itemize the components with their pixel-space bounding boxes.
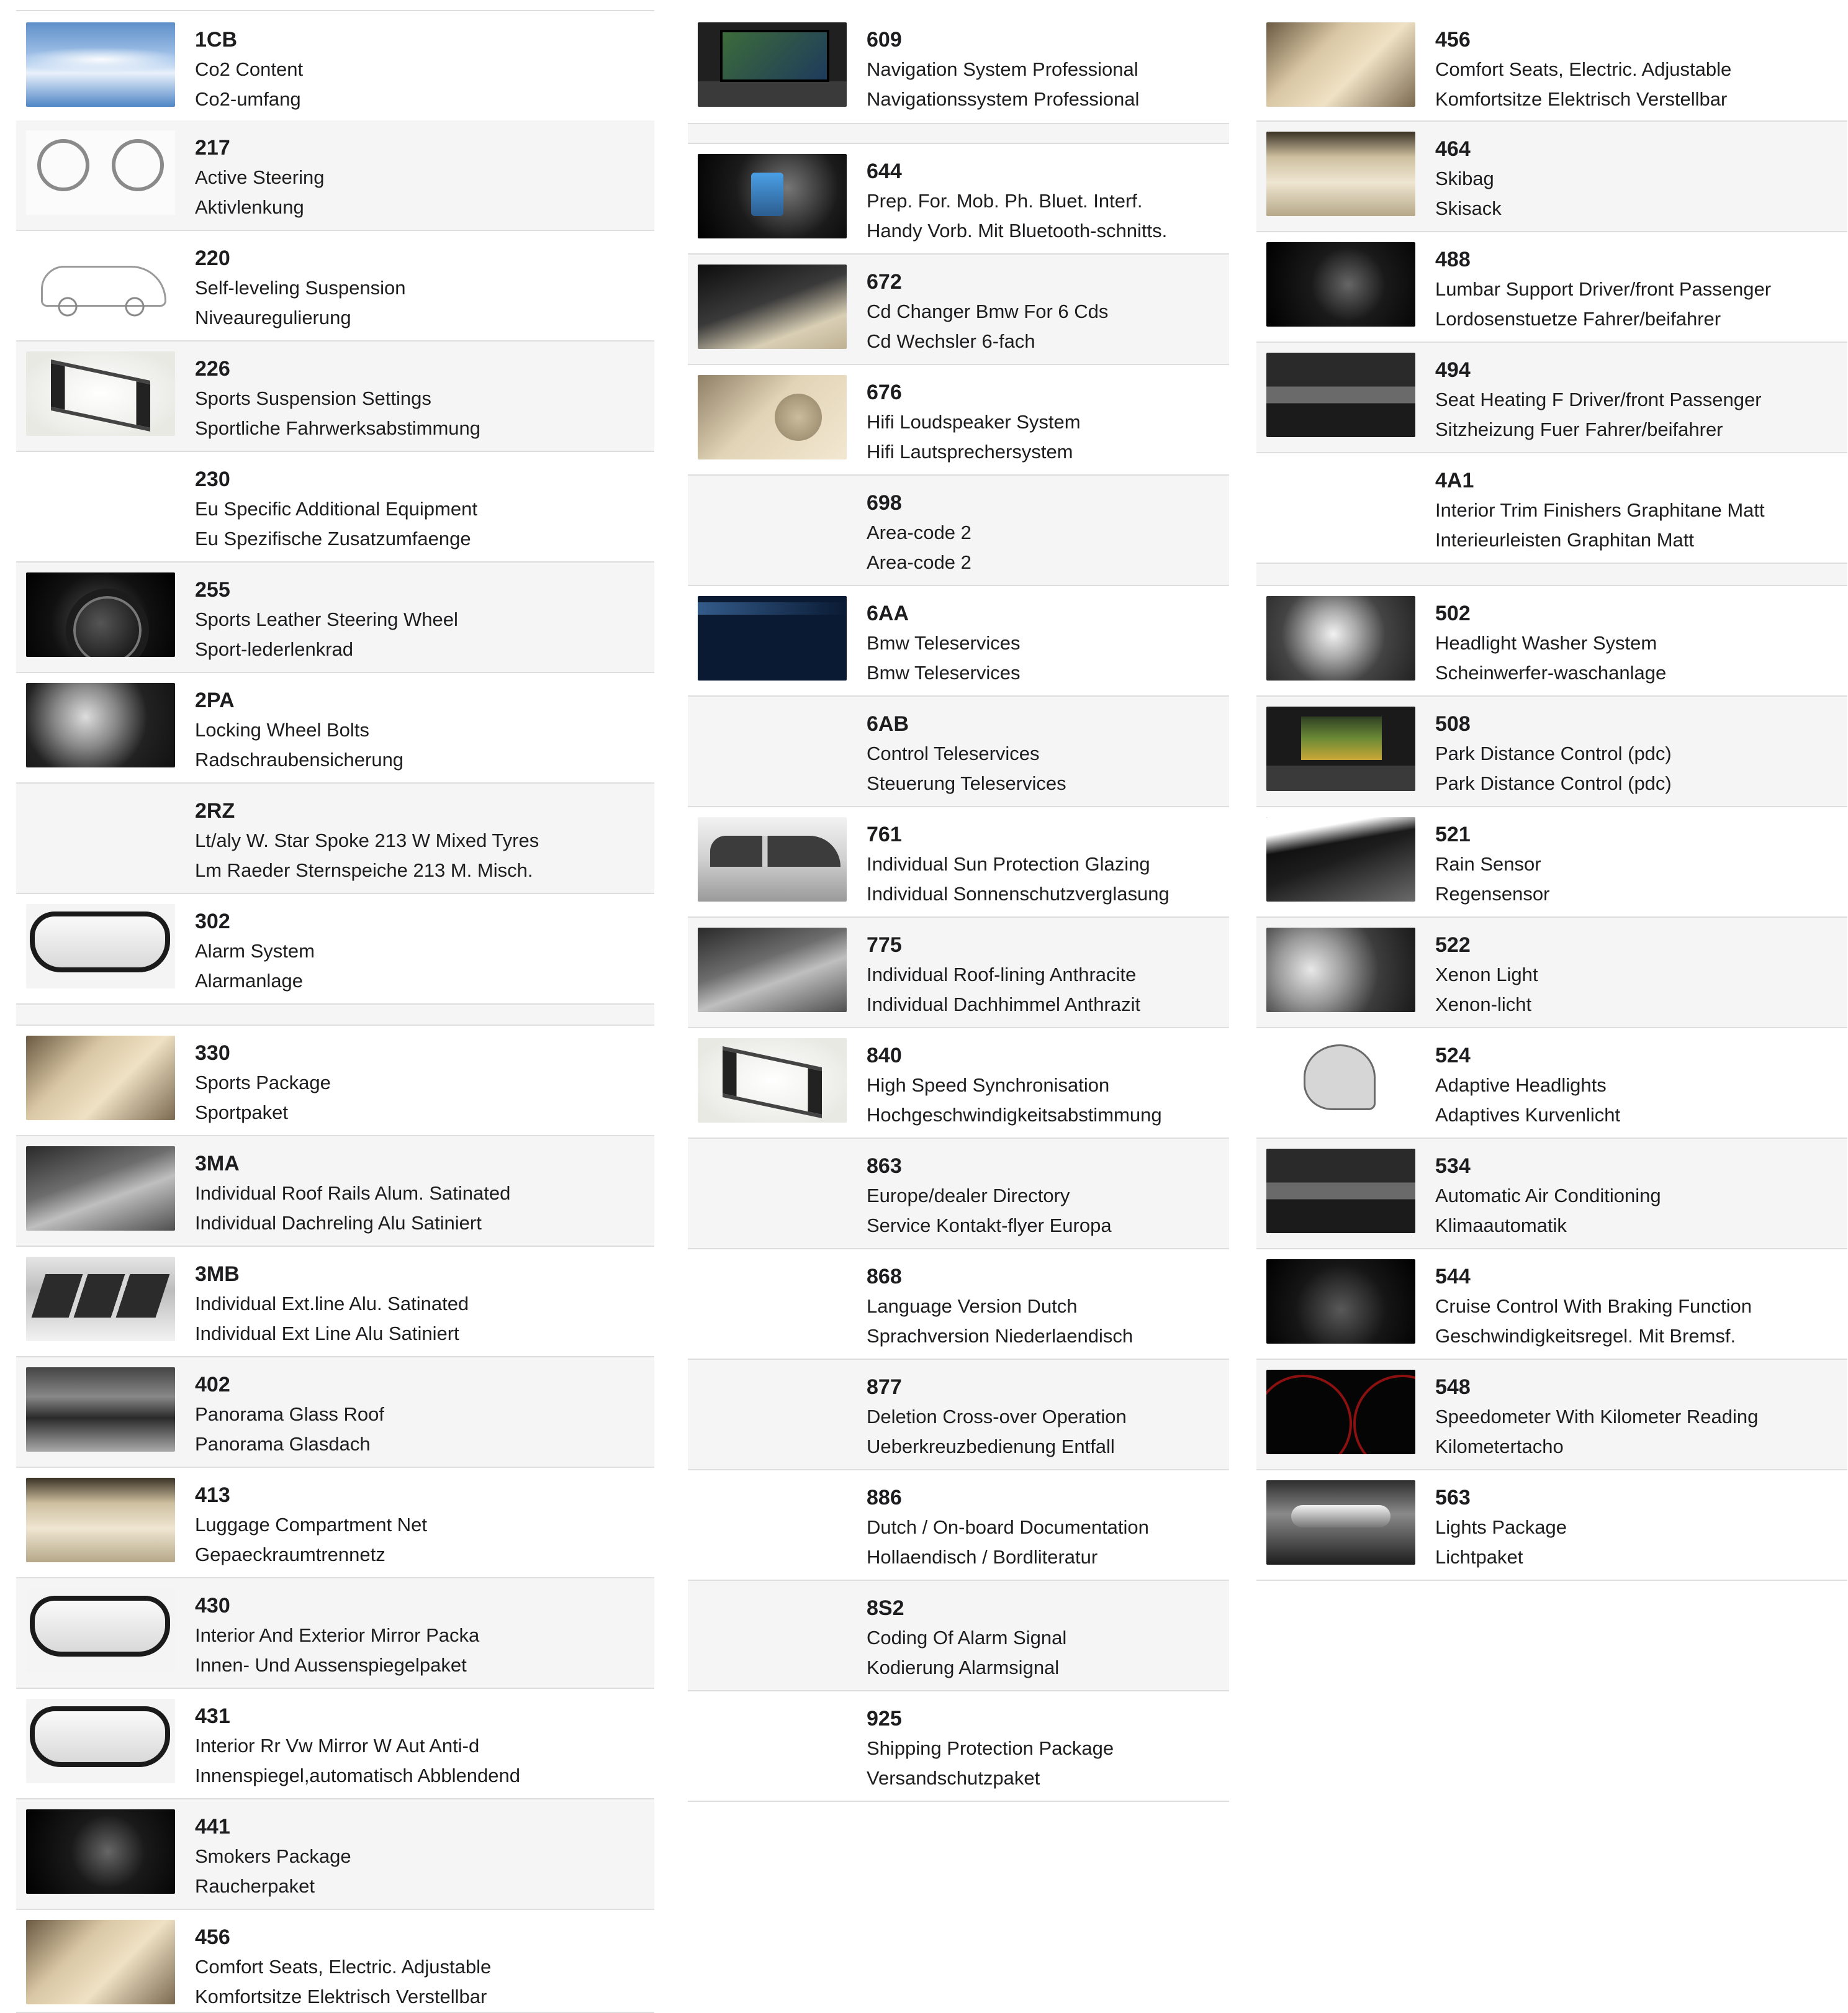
option-text [867,156,1167,246]
option-name-de: Sitzheizung Fuer Fahrer/beifahrer [1435,418,1723,440]
option-text [867,1151,1112,1241]
option-name-de: Sportpaket [195,1101,288,1123]
option-name-de: Hifi Lautsprechersystem [867,441,1073,463]
option-text [195,133,325,222]
option-name-en: Sports Leather Steering Wheel [195,608,458,630]
option-name-de: Hochgeschwindigkeitsabstimmung [867,1104,1162,1126]
option-row [16,673,654,784]
option-row [16,1799,654,1910]
option-row [16,1689,654,1799]
option-code: 226 [195,357,230,381]
option-name-en: Interior Rr Vw Mirror W Aut Anti-d [195,1735,480,1757]
option-text [195,1701,520,1791]
option-code: 548 [1435,1375,1471,1399]
option-name-en: Dutch / On-board Documentation [867,1516,1149,1538]
group-separator [688,123,1229,144]
option-row [16,452,654,563]
option-row [688,12,1229,124]
option-row [16,1357,654,1468]
option-thumbnail [1266,1149,1415,1233]
group-separator [16,1005,654,1026]
option-name-en: Co2 Content [195,58,304,80]
option-name-en: Eu Specific Additional Equipment [195,498,477,520]
option-code: 886 [867,1486,902,1509]
option-name-en: Smokers Package [195,1845,351,1867]
option-name-de: Individual Dachhimmel Anthrazit [867,993,1141,1015]
option-name-en: Deletion Cross-over Operation [867,1406,1127,1427]
option-row [688,1470,1229,1581]
option-code: 456 [1435,28,1471,52]
option-thumbnail [26,130,175,215]
option-thumbnail [698,375,847,459]
option-name-de: Lm Raeder Sternspeiche 213 M. Misch. [195,859,533,881]
options-column-2 [688,0,1229,2013]
option-code: 676 [867,381,902,404]
option-row [1256,1470,1847,1581]
option-name-de: Scheinwerfer-waschanlage [1435,662,1667,684]
option-row [16,342,654,452]
option-name-en: Bmw Teleservices [867,632,1021,654]
option-name-en: Sports Suspension Settings [195,387,431,409]
option-text [195,243,406,333]
option-text [1435,355,1762,445]
option-text [195,907,315,996]
option-row [688,918,1229,1028]
option-name-en: Skibag [1435,168,1494,189]
option-name-de: Park Distance Control (pdc) [1435,772,1672,794]
option-code: 217 [195,136,230,160]
option-thumbnail [26,1367,175,1452]
option-thumbnail [26,904,175,988]
option-code: 2PA [195,689,235,712]
option-row [688,1581,1229,1691]
option-code: 524 [1435,1044,1471,1067]
option-name-en: Speedometer With Kilometer Reading [1435,1406,1759,1427]
option-code: 544 [1435,1265,1471,1288]
option-name-de: Steuerung Teleservices [867,772,1066,794]
option-code: 488 [1435,248,1471,271]
option-name-de: Handy Vorb. Mit Bluetooth-schnitts. [867,220,1168,242]
option-name-en: Prep. For. Mob. Ph. Bluet. Interf. [867,190,1143,212]
option-name-en: Coding Of Alarm Signal [867,1627,1067,1649]
option-row [688,1139,1229,1249]
option-row [16,784,654,894]
option-name-de: Kodierung Alarmsignal [867,1657,1060,1678]
option-name-en: Lights Package [1435,1516,1567,1538]
option-text [867,378,1081,467]
option-text [195,796,539,885]
option-text [867,267,1108,356]
option-name-en: Xenon Light [1435,964,1538,985]
option-row [1256,1249,1847,1360]
option-code: 502 [1435,602,1471,625]
option-text [195,1812,351,1901]
option-text [195,1149,510,1238]
option-row [1256,453,1847,564]
option-row [16,231,654,342]
option-thumbnail [1266,596,1415,681]
option-thumbnail [1266,22,1415,107]
option-text [1435,466,1765,555]
option-name-en: Individual Ext.line Alu. Satinated [195,1293,469,1314]
option-name-de: Innenspiegel,automatisch Abblendend [195,1765,520,1786]
option-name-en: Lumbar Support Driver/front Passenger [1435,278,1772,300]
option-thumbnail [26,1920,175,2004]
option-thumbnail [698,22,847,107]
option-code: 2RZ [195,799,235,823]
option-code: 868 [867,1265,902,1288]
option-text [867,599,1021,688]
option-code: 3MB [195,1262,240,1286]
option-name-de: Aktivlenkung [195,196,304,218]
option-thumbnail [26,1588,175,1673]
option-code: 402 [195,1373,230,1396]
option-name-de: Geschwindigkeitsregel. Mit Bremsf. [1435,1325,1736,1347]
option-name-en: Language Version Dutch [867,1295,1078,1317]
option-name-de: Individual Ext Line Alu Satiniert [195,1323,459,1344]
option-name-de: Bmw Teleservices [867,662,1021,684]
option-code: 8S2 [867,1596,904,1620]
option-name-de: Co2-umfang [195,88,301,110]
option-row [16,563,654,673]
option-name-en: Shipping Protection Package [867,1737,1114,1759]
option-name-en: Headlight Washer System [1435,632,1657,654]
option-row [688,1249,1229,1360]
option-code: 6AB [867,712,909,736]
option-name-de: Alarmanlage [195,970,304,992]
option-thumbnail [26,1146,175,1231]
option-code: 330 [195,1041,230,1065]
option-name-de: Komfortsitze Elektrisch Verstellbar [1435,88,1728,110]
option-code: 441 [195,1815,230,1839]
option-thumbnail [698,265,847,349]
option-code: 302 [195,910,230,933]
option-text [1435,599,1666,688]
option-thumbnail [26,22,175,107]
option-code: 255 [195,578,230,602]
option-text [195,1922,491,2012]
option-name-de: Klimaautomatik [1435,1215,1567,1236]
option-name-en: Area-code 2 [867,522,971,543]
option-row [688,476,1229,586]
option-name-de: Individual Sonnenschutzverglasung [867,883,1170,905]
option-code: 413 [195,1483,230,1507]
option-thumbnail [1266,242,1415,327]
option-row [688,144,1229,255]
option-text [195,1038,331,1128]
option-thumbnail [698,154,847,238]
option-name-en: Automatic Air Conditioning [1435,1185,1661,1206]
option-text [1435,1372,1758,1462]
option-name-de: Sportliche Fahrwerksabstimmung [195,417,481,439]
option-text [867,1483,1149,1572]
option-name-en: Active Steering [195,166,325,188]
option-code: 877 [867,1375,902,1399]
option-thumbnail [1266,928,1415,1012]
option-name-de: Eu Spezifische Zusatzumfaenge [195,528,471,550]
option-name-en: Navigation System Professional [867,58,1138,80]
option-name-en: Locking Wheel Bolts [195,719,369,741]
option-name-de: Sprachversion Niederlaendisch [867,1325,1134,1347]
option-code: 863 [867,1154,902,1178]
option-thumbnail [26,1036,175,1120]
option-text [195,1591,479,1680]
option-name-en: Individual Sun Protection Glazing [867,853,1150,875]
option-text [867,709,1066,798]
option-name-de: Interieurleisten Graphitan Matt [1435,529,1694,551]
option-name-de: Regensensor [1435,883,1550,905]
option-row [1256,918,1847,1028]
option-name-de: Versandschutzpaket [867,1767,1040,1789]
option-code: 456 [195,1925,230,1949]
option-thumbnail [1266,1370,1415,1454]
option-row [688,1028,1229,1139]
option-name-de: Ueberkreuzbedienung Entfall [867,1436,1115,1457]
option-row [688,1360,1229,1470]
option-row [1256,1139,1847,1249]
option-name-de: Service Kontakt-flyer Europa [867,1215,1112,1236]
option-name-de: Hollaendisch / Bordliteratur [867,1546,1098,1568]
option-code: 464 [1435,137,1471,161]
option-row [1256,343,1847,453]
option-name-de: Sport-lederlenkrad [195,638,354,660]
option-row [16,1026,654,1136]
option-code: 508 [1435,712,1471,736]
option-text [195,1480,427,1570]
option-row [16,894,654,1005]
option-name-en: Comfort Seats, Electric. Adjustable [195,1956,492,1978]
option-text [867,820,1170,909]
option-name-de: Lordosenstuetze Fahrer/beifahrer [1435,308,1721,330]
option-text [1435,820,1549,909]
option-name-en: Control Teleservices [867,743,1040,764]
group-separator [1256,563,1847,586]
option-name-de: Skisack [1435,197,1502,219]
option-name-en: Park Distance Control (pdc) [1435,743,1672,764]
option-text [867,1704,1114,1793]
option-name-de: Area-code 2 [867,551,971,573]
option-text [1435,1151,1661,1241]
option-name-de: Gepaeckraumtrennetz [195,1544,385,1565]
option-text [195,1259,469,1349]
option-code: 775 [867,933,902,957]
option-name-en: Self-leveling Suspension [195,277,406,299]
option-thumbnail [26,1809,175,1894]
options-column-1 [16,0,654,2013]
option-text [867,25,1139,114]
option-thumbnail [698,817,847,902]
option-thumbnail [26,683,175,767]
option-thumbnail [698,596,847,681]
option-row [16,12,654,123]
option-code: 6AA [867,602,909,625]
option-name-en: Individual Roof Rails Alum. Satinated [195,1182,511,1204]
option-row [1256,697,1847,807]
option-name-en: Europe/dealer Directory [867,1185,1070,1206]
option-code: 430 [195,1594,230,1617]
option-name-de: Individual Dachreling Alu Satiniert [195,1212,482,1234]
option-code: 522 [1435,933,1471,957]
option-name-en: Cruise Control With Braking Function [1435,1295,1752,1317]
option-name-de: Niveauregulierung [195,307,351,328]
option-name-en: Adaptive Headlights [1435,1074,1607,1096]
option-text [867,1372,1127,1462]
option-text [1435,245,1771,334]
option-row [1256,807,1847,918]
option-row [688,255,1229,365]
option-code: 230 [195,468,230,491]
option-name-en: Interior And Exterior Mirror Packa [195,1624,480,1646]
option-name-en: Hifi Loudspeaker System [867,411,1081,433]
option-name-de: Innen- Und Aussenspiegelpaket [195,1654,467,1676]
option-row [1256,232,1847,343]
option-code: 220 [195,247,230,270]
option-text [867,1041,1162,1130]
option-thumbnail [1266,1480,1415,1565]
option-thumbnail [26,241,175,325]
option-text [867,930,1140,1020]
option-row [1256,12,1847,122]
option-text [1435,25,1731,114]
option-row [1256,586,1847,697]
option-text [195,685,403,775]
option-code: 644 [867,160,902,183]
option-name-de: Kilometertacho [1435,1436,1564,1457]
option-name-de: Cd Wechsler 6-fach [867,330,1035,352]
option-code: 534 [1435,1154,1471,1178]
option-row [16,1136,654,1247]
option-row [688,586,1229,697]
option-code: 761 [867,823,902,846]
option-thumbnail [698,928,847,1012]
option-name-de: Komfortsitze Elektrisch Verstellbar [195,1986,487,2007]
option-name-en: Panorama Glass Roof [195,1403,384,1425]
option-row [1256,122,1847,232]
option-row [688,697,1229,807]
option-code: 563 [1435,1486,1471,1509]
option-name-de: Xenon-licht [1435,993,1532,1015]
option-name-en: Comfort Seats, Electric. Adjustable [1435,58,1732,80]
divider [16,10,654,11]
option-text [195,354,480,443]
option-row [16,1578,654,1689]
option-name-en: Luggage Compartment Net [195,1514,427,1536]
option-text [867,488,971,577]
option-code: 4A1 [1435,469,1474,492]
option-name-de: Raucherpaket [195,1875,315,1897]
option-text [1435,1041,1620,1130]
option-name-de: Lichtpaket [1435,1546,1523,1568]
option-row [1256,1360,1847,1470]
option-code: 925 [867,1707,902,1730]
option-name-en: High Speed Synchronisation [867,1074,1110,1096]
option-code: 3MA [195,1152,240,1175]
option-name-de: Panorama Glasdach [195,1433,371,1455]
option-name-de: Navigationssystem Professional [867,88,1140,110]
option-text [1435,134,1502,224]
option-row [16,1247,654,1357]
option-row [1256,1028,1847,1139]
option-thumbnail [1266,1038,1415,1123]
option-code: 1CB [195,28,238,52]
option-code: 431 [195,1704,230,1728]
option-thumbnail [698,1038,847,1123]
option-name-en: Sports Package [195,1072,331,1093]
option-code: 494 [1435,358,1471,382]
option-row [688,1691,1229,1802]
option-text [195,464,477,554]
option-name-de: Radschraubensicherung [195,749,404,771]
option-text [195,1370,384,1459]
option-thumbnail [1266,132,1415,216]
option-name-en: Individual Roof-lining Anthracite [867,964,1137,985]
option-thumbnail [26,1478,175,1562]
option-thumbnail [26,572,175,657]
option-text [195,575,458,664]
option-thumbnail [1266,353,1415,437]
option-code: 672 [867,270,902,294]
option-name-en: Alarm System [195,940,315,962]
option-name-de: Adaptives Kurvenlicht [1435,1104,1621,1126]
option-text [1435,930,1538,1020]
option-text [1435,1262,1752,1351]
option-name-en: Cd Changer Bmw For 6 Cds [867,301,1109,322]
option-thumbnail [26,1699,175,1783]
option-text [195,25,303,114]
option-name-en: Lt/aly W. Star Spoke 213 W Mixed Tyres [195,830,539,851]
option-row [688,807,1229,918]
option-code: 609 [867,28,902,52]
option-thumbnail [1266,1259,1415,1344]
option-row [16,120,654,231]
option-text [1435,1483,1567,1572]
option-code: 840 [867,1044,902,1067]
option-text [867,1593,1066,1683]
option-code: 698 [867,491,902,515]
option-name-en: Seat Heating F Driver/front Passenger [1435,389,1762,410]
option-code: 521 [1435,823,1471,846]
option-text [867,1262,1133,1351]
option-name-en: Rain Sensor [1435,853,1541,875]
option-thumbnail [1266,707,1415,791]
option-thumbnail [26,1257,175,1341]
option-thumbnail [26,351,175,436]
option-row [16,1910,654,2013]
option-row [16,1468,654,1578]
option-text [1435,709,1672,798]
option-row [688,365,1229,476]
option-name-en: Interior Trim Finishers Graphitane Matt [1435,499,1765,521]
option-thumbnail [1266,817,1415,902]
options-column-3 [1256,0,1847,2013]
